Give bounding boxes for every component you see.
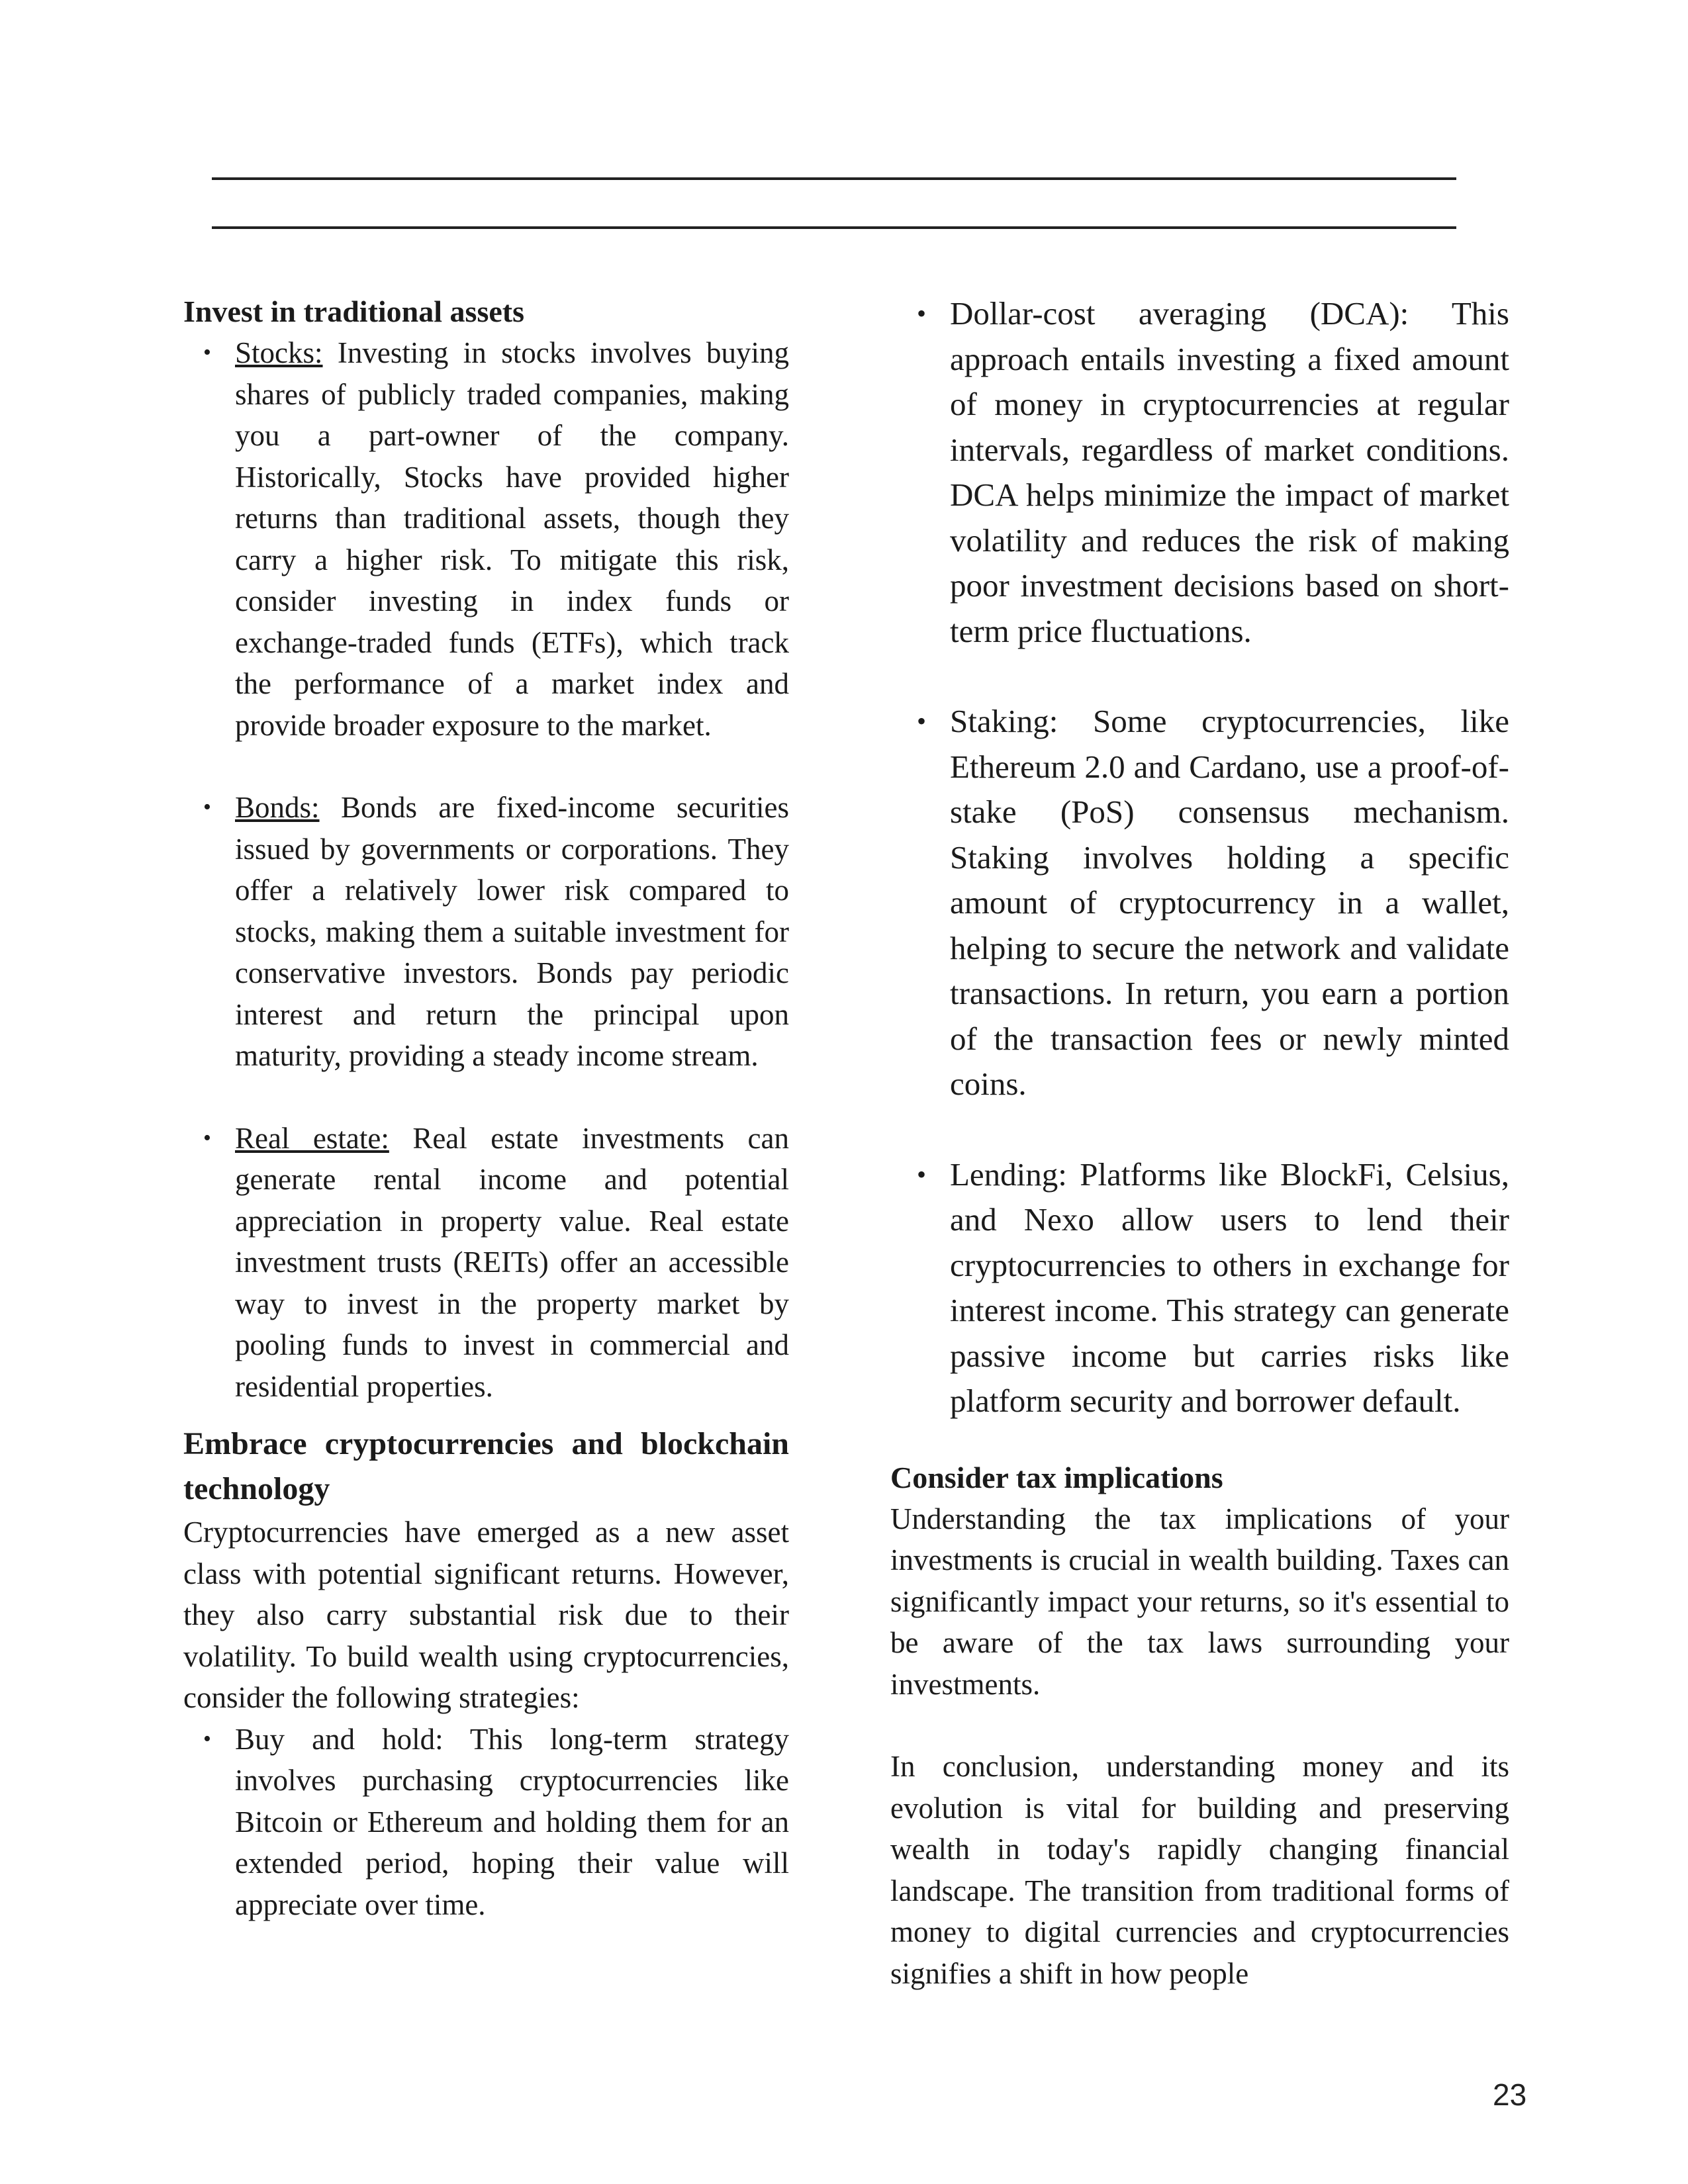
left-column: [183, 291, 789, 1925]
page-number: 23: [1493, 2077, 1527, 2112]
crypto-strategies-list-right: [890, 291, 1509, 1424]
header-rule-top: [212, 177, 1456, 180]
traditional-assets-list: [183, 332, 789, 1407]
list-item-real-estate: [183, 1118, 789, 1408]
list-item-buy-and-hold: [183, 1719, 789, 1926]
item-label: Stocks:: [235, 336, 323, 369]
item-text: Lending: Platforms like BlockFi, Celsius, and Nexo allow users to lend their cryptocurrencies to others in exchange for interest income. This strategy can generate passive income but carries risks like platform security and borrower default.: [950, 1156, 1509, 1419]
bullet-icon: •: [203, 340, 211, 365]
right-column: [890, 291, 1509, 1994]
item-text: Real estate investments can generate rental income and potential appreciation in property value. Real estate investment trusts (REITs) offer an accessible way to invest in the property market by pooling funds to invest in commercial and residential properties.: [235, 1121, 789, 1403]
item-text: Buy and hold: This long-term strategy involves purchasing cryptocurrencies like Bitcoin or Ethereum and holding them for an extended period, hoping their value will appreciate over time.: [235, 1722, 789, 1921]
list-item-staking: [890, 699, 1509, 1107]
crypto-intro: Cryptocurrencies have emerged as a new asset class with potential significant returns. However, they also carry substantial risk due to their volatility. To build wealth using cryptocurrencies, consider the following strategies:: [183, 1516, 789, 1714]
list-item-stocks: [183, 332, 789, 746]
tax-body: Understanding the tax implications of your investments is crucial in wealth building. Taxes can significantly impact your returns, so it's essential to be aware of the tax laws surrounding your investments.: [890, 1502, 1509, 1701]
crypto-strategies-list-left: [183, 1719, 789, 1926]
header-rule-bottom: [212, 226, 1456, 229]
section-heading-traditional-assets: Invest in traditional assets: [183, 295, 524, 328]
bullet-icon: •: [203, 1726, 211, 1751]
item-text: Staking: Some cryptocurrencies, like Ethereum 2.0 and Cardano, use a proof-of-stake (PoS) consensus mechanism. Staking involves holding a specific amount of cryptocurrency in a wallet, helping to secure the network and validate transactions. In return, you earn a portion of the transaction fees or newly minted coins.: [950, 703, 1509, 1102]
item-text: Investing in stocks involves buying shares of publicly traded companies, making you a part-owner of the company. Historically, Stocks have provided higher returns than traditional assets, though they carry a higher risk. To mitigate this risk, consider investing in index funds or exchange-traded funds (ETFs), which track the performance of a market index and provide broader exposure to the market.: [235, 336, 789, 742]
bullet-icon: •: [917, 298, 927, 328]
conclusion-paragraph: In conclusion, understanding money and its evolution is vital for building and preserving wealth in today's rapidly changing financial landscape. The transition from traditional forms of money to digital currencies and cryptocurrencies signifies a shift in how people: [890, 1750, 1509, 1990]
item-text: Bonds are fixed-income securities issued by governments or corporations. They offer a relatively lower risk compared to stocks, making them a suitable investment for conservative investors. Bonds pay periodic interest and return the principal upon maturity, providing a steady income stream.: [235, 791, 789, 1072]
item-text: Dollar-cost averaging (DCA): This approach entails investing a fixed amount of money in cryptocurrencies at regular intervals, regardless of market conditions. DCA helps minimize the impact of market volatility and reduces the risk of making poor investment decisions based on short-term price fluctuations.: [950, 295, 1509, 649]
section-heading-tax: Consider tax implications: [890, 1460, 1223, 1494]
section-heading-crypto: Embrace cryptocurrencies and blockchain technology: [183, 1426, 789, 1506]
item-label: Bonds:: [235, 791, 320, 824]
bullet-icon: •: [917, 706, 927, 736]
list-item-lending: [890, 1152, 1509, 1424]
list-item-dca: [890, 291, 1509, 654]
bullet-icon: •: [203, 1125, 211, 1150]
list-item-bonds: [183, 787, 789, 1077]
item-label: Real estate:: [235, 1121, 389, 1155]
bullet-icon: •: [203, 795, 211, 819]
bullet-icon: •: [917, 1159, 927, 1189]
